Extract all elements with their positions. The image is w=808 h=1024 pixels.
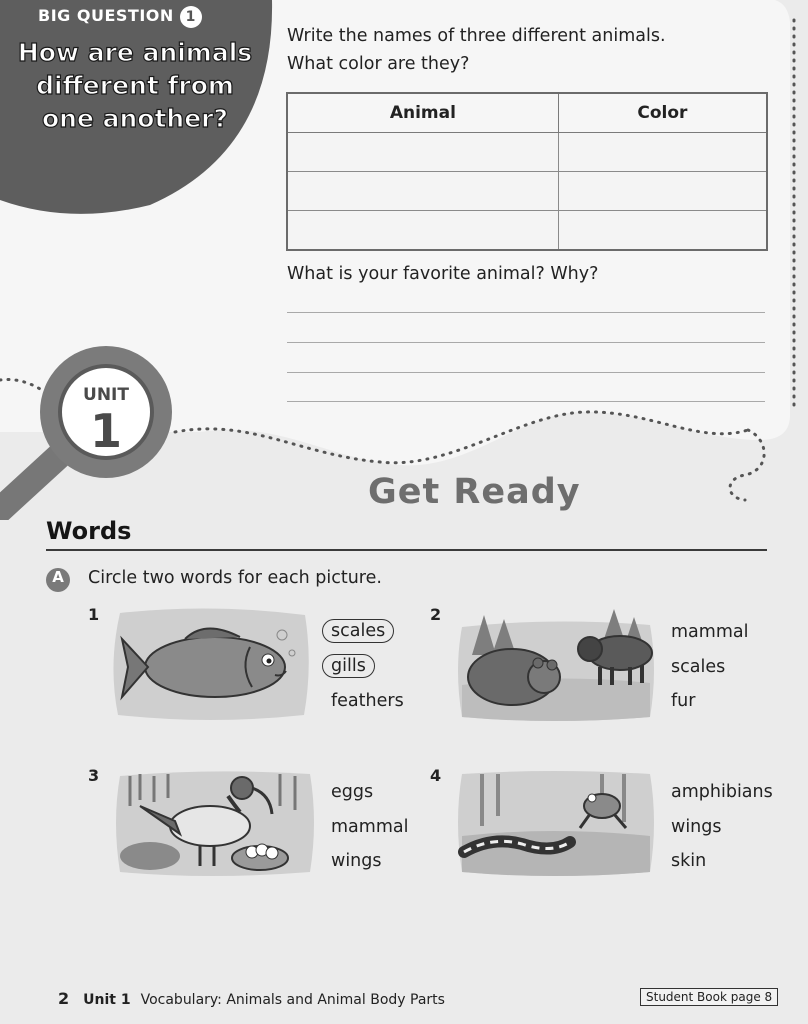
get-ready-heading: Get Ready [368,472,581,512]
word-option[interactable]: mammal [331,817,409,837]
word-option[interactable] [331,621,394,641]
answer-line[interactable] [287,342,765,343]
bird-nest-picture [110,766,318,880]
big-question-number: 1 [180,6,202,28]
table-row [287,172,767,211]
word-option[interactable] [331,656,375,676]
answer-line[interactable] [287,401,765,402]
word-option[interactable]: amphibians [671,782,773,802]
salamander-frog-picture [452,766,658,880]
word-option[interactable]: eggs [331,782,374,802]
word-option[interactable]: wings [331,851,382,871]
page-number: 2 [58,989,70,1008]
circled-word: gills [322,654,375,678]
section-divider [46,549,767,551]
big-question-title: How are animals different from one another? [17,38,253,133]
intro-instructions [287,22,666,78]
answer-line[interactable] [287,312,765,313]
table-cell-color[interactable] [558,133,767,172]
table-cell-animal[interactable] [287,211,558,251]
circled-word: scales [322,619,394,643]
word-option[interactable]: skin [671,851,707,871]
footer [58,989,445,1008]
animal-color-table [286,92,768,251]
intro-line-1: Write the names of three different animals. [287,26,666,46]
bear-bison-picture [452,605,658,723]
table-cell-animal[interactable] [287,133,558,172]
table-cell-color[interactable] [558,211,767,251]
unit-number: 1 [89,404,122,458]
table-header-color: Color [558,93,767,133]
table-header-animal: Animal [287,93,558,133]
item-number: 1 [88,605,100,624]
table-row [287,211,767,251]
unit-label: UNIT [83,385,129,405]
word-option[interactable]: wings [671,817,722,837]
word-option[interactable]: mammal [671,622,749,642]
table-cell-animal[interactable] [287,172,558,211]
word-option[interactable]: scales [671,657,726,677]
fish-picture [110,605,312,723]
footer-unit: Unit 1 [83,992,131,1008]
intro-line-2: What color are they? [287,54,470,74]
favorite-animal-question: What is your favorite animal? Why? [287,264,599,284]
activity-letter-badge: A [46,568,70,592]
table-row [287,133,767,172]
answer-line[interactable] [287,372,765,373]
footer-topic: Vocabulary: Animals and Animal Body Parts [140,992,445,1008]
word-option[interactable]: feathers [331,691,404,711]
student-book-reference: Student Book page 8 [640,988,778,1006]
activity-instruction: Circle two words for each picture. [88,568,382,588]
item-number: 3 [88,766,100,785]
table-cell-color[interactable] [558,172,767,211]
word-option[interactable]: fur [671,691,696,711]
big-question-label: BIG QUESTION 1 [38,6,202,28]
item-number: 4 [430,766,442,785]
words-section-title: Words [46,517,132,545]
item-number: 2 [430,605,442,624]
